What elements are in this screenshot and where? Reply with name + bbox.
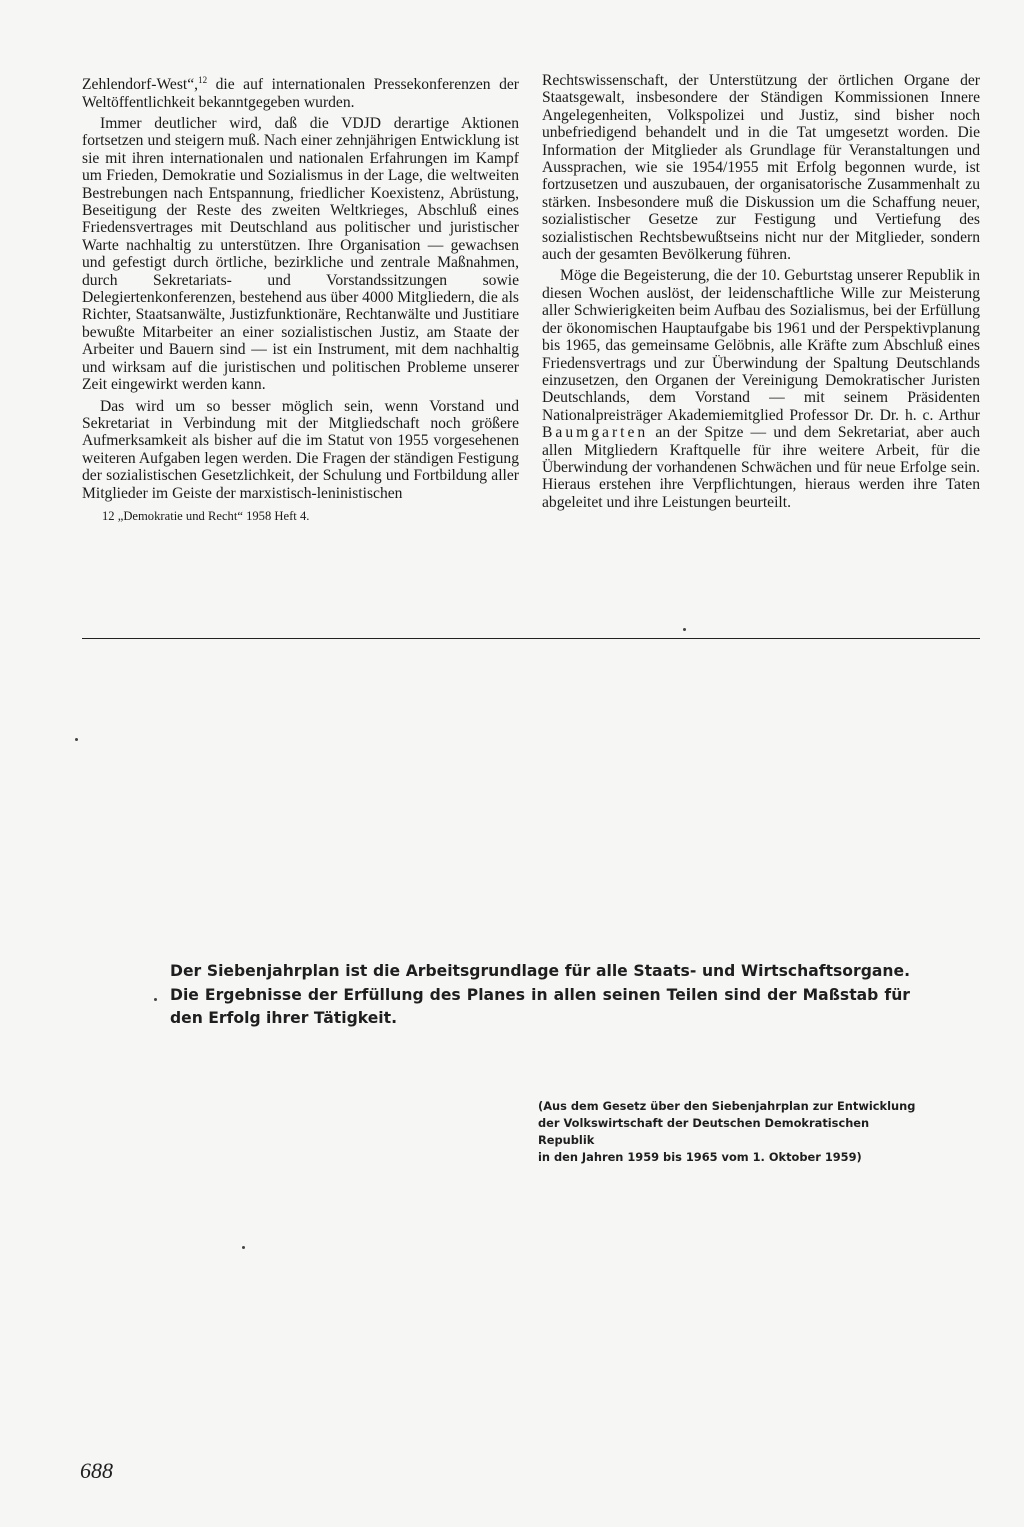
left-paragraph-2: Immer deutlicher wird, daß die VDJD derartige Aktionen fortsetzen und steigern muß. Nach einer zehnjährigen Entwicklung ist sie mit ihren internationalen und nationalen Erfahrungen im Kampf um Frieden, Demokratie und Sozialismus in der Lage, die weltweiten Bestrebungen nach Entspannung, friedlicher Koexistenz, Abrüstung, Beseitigung der Reste des zweiten Weltkrieges, Abschluß eines Friedensvertrages mit Deutschland aus politischer und juristischer Warte nachhaltig zu unterstützen. Ihre Organisation — gewachsen und gefestigt durch örtliche, bezirkliche und zentrale Maßnahmen, durch Sekretariats- und Vorstandssitzungen sowie Delegiertenkonferenzen, bestehend aus über 4000 Mitgliedern, die als Richter, Staatsanwälte, Justizfunktionäre, Rechtanwälte und Justitiare bewußte Mitarbeiter an einer sozialistischen Justiz, am Staate der Arbeiter und Bauern sind — ist ein Instrument, mit dem nachhaltig und wirksam auf die juristischen und politischen Probleme unserer Zeit eingewirkt werden kann. bbox=[82, 115, 519, 394]
print-speck bbox=[154, 998, 157, 1001]
left-text-column bbox=[82, 72, 519, 524]
paragraph-text: Zehlendorf-West“, bbox=[82, 76, 199, 94]
print-speck bbox=[683, 628, 686, 631]
right-paragraph-2 bbox=[542, 267, 980, 511]
quote-source bbox=[538, 1098, 928, 1166]
left-paragraph-3: Das wird um so besser möglich sein, wenn Vorstand und Sekretariat in Verbindung mit der Mitgliedschaft noch größere Aufmerksamkeit als bisher auf die im Statut von 1955 vorgesehenen weiteren Aufgaben legen werden. Die Fragen der ständigen Festigung der sozialistischen Gesetzlichkeit, der Schulung und Fortbildung aller Mitglieder im Geiste der marxistisch-leninistischen bbox=[82, 397, 519, 502]
footnote-reference: 12 bbox=[198, 75, 208, 85]
source-line: der Volkswirtschaft der Deutschen Demokratischen Republik bbox=[538, 1116, 870, 1147]
horizontal-divider bbox=[82, 638, 980, 639]
source-line: in den Jahren 1959 bis 1965 vom 1. Oktober 1959) bbox=[538, 1150, 862, 1164]
right-text-column bbox=[542, 72, 980, 511]
spaced-name: Baumgarten bbox=[542, 424, 649, 442]
paragraph-text: die auf internationalen Pressekonferenzen der Weltöffentlichkeit bekanntgegeben wurden. bbox=[82, 76, 519, 111]
page-number: 688 bbox=[80, 1458, 113, 1483]
highlighted-quote: Der Siebenjahrplan ist die Arbeitsgrundlage für alle Staats- und Wirtschaftsorgane. Die Ergebnisse der Erfüllung des Planes in allen seinen Teilen sind der Maßstab für den Erfolg ihrer Tätigkeit. bbox=[170, 962, 910, 1027]
paragraph-text: Möge die Begeisterung, die der 10. Geburtstag unserer Republik in diesen Wochen auslöst, der leidenschaftliche Wille zur Meisterung aller Schwierigkeiten beim Aufbau des Sozialismus, bei der Erfüllung der ökonomischen Hauptaufgabe bis 1961 und der Perspektivplanung bis 1965, das gemeinsame Gelöbnis, alle Kräfte zum Abschluß eines Friedensvertrags und zur Überwindung der Spaltung Deutschlands einzusetzen, den Organen der Vereinigung Demokratischer Juristen Deutschlands, dem Vorstand — mit seinem Präsidenten Nationalpreisträger Akademiemitglied Professor Dr. Dr. h. c. Arthur bbox=[542, 267, 980, 424]
left-paragraph-1 bbox=[82, 72, 519, 111]
source-line: (Aus dem Gesetz über den Siebenjahrplan zur Entwicklung bbox=[538, 1099, 916, 1113]
print-speck bbox=[242, 1246, 245, 1249]
paragraph-text: an der Spitze — und dem Sekretariat, aber auch allen Mitgliedern Kraftquelle für ihre weitere Arbeit, für die Überwindung der vorhandenen Schwächen und für neue Erfolge sein. Hieraus erstehen ihre Verpflichtungen, hieraus werden ihre Taten abgeleitet und ihre Leistungen beurteilt. bbox=[542, 424, 980, 511]
print-speck bbox=[75, 738, 78, 741]
footnote: 12 „Demokratie und Recht“ 1958 Heft 4. bbox=[102, 508, 310, 523]
right-paragraph-1: Rechtswissenschaft, der Unterstützung der örtlichen Organe der Staatsgewalt, insbesondere der Ständigen Kommissionen Innere Angelegenheiten, Volkspolizei und Justiz, sind bisher noch unbefriedigend behandelt und in die Tat umgesetzt worden. Die Information der Mitglieder als Grundlage für Veranstaltungen und Aussprachen, wie sie 1954/1955 mit Erfolg begonnen wurde, ist fortzusetzen und auszubauen, der organisatorische Zusammenhalt zu stärken. Insbesondere muß die Diskussion um die Schaffung neuer, sozialistischer Gesetze zur Festigung und Vertiefung des sozialistischen Rechtsbewußtseins nicht nur der Mitglieder, sondern auch der gesamten Bevölkerung führen. bbox=[542, 72, 980, 264]
